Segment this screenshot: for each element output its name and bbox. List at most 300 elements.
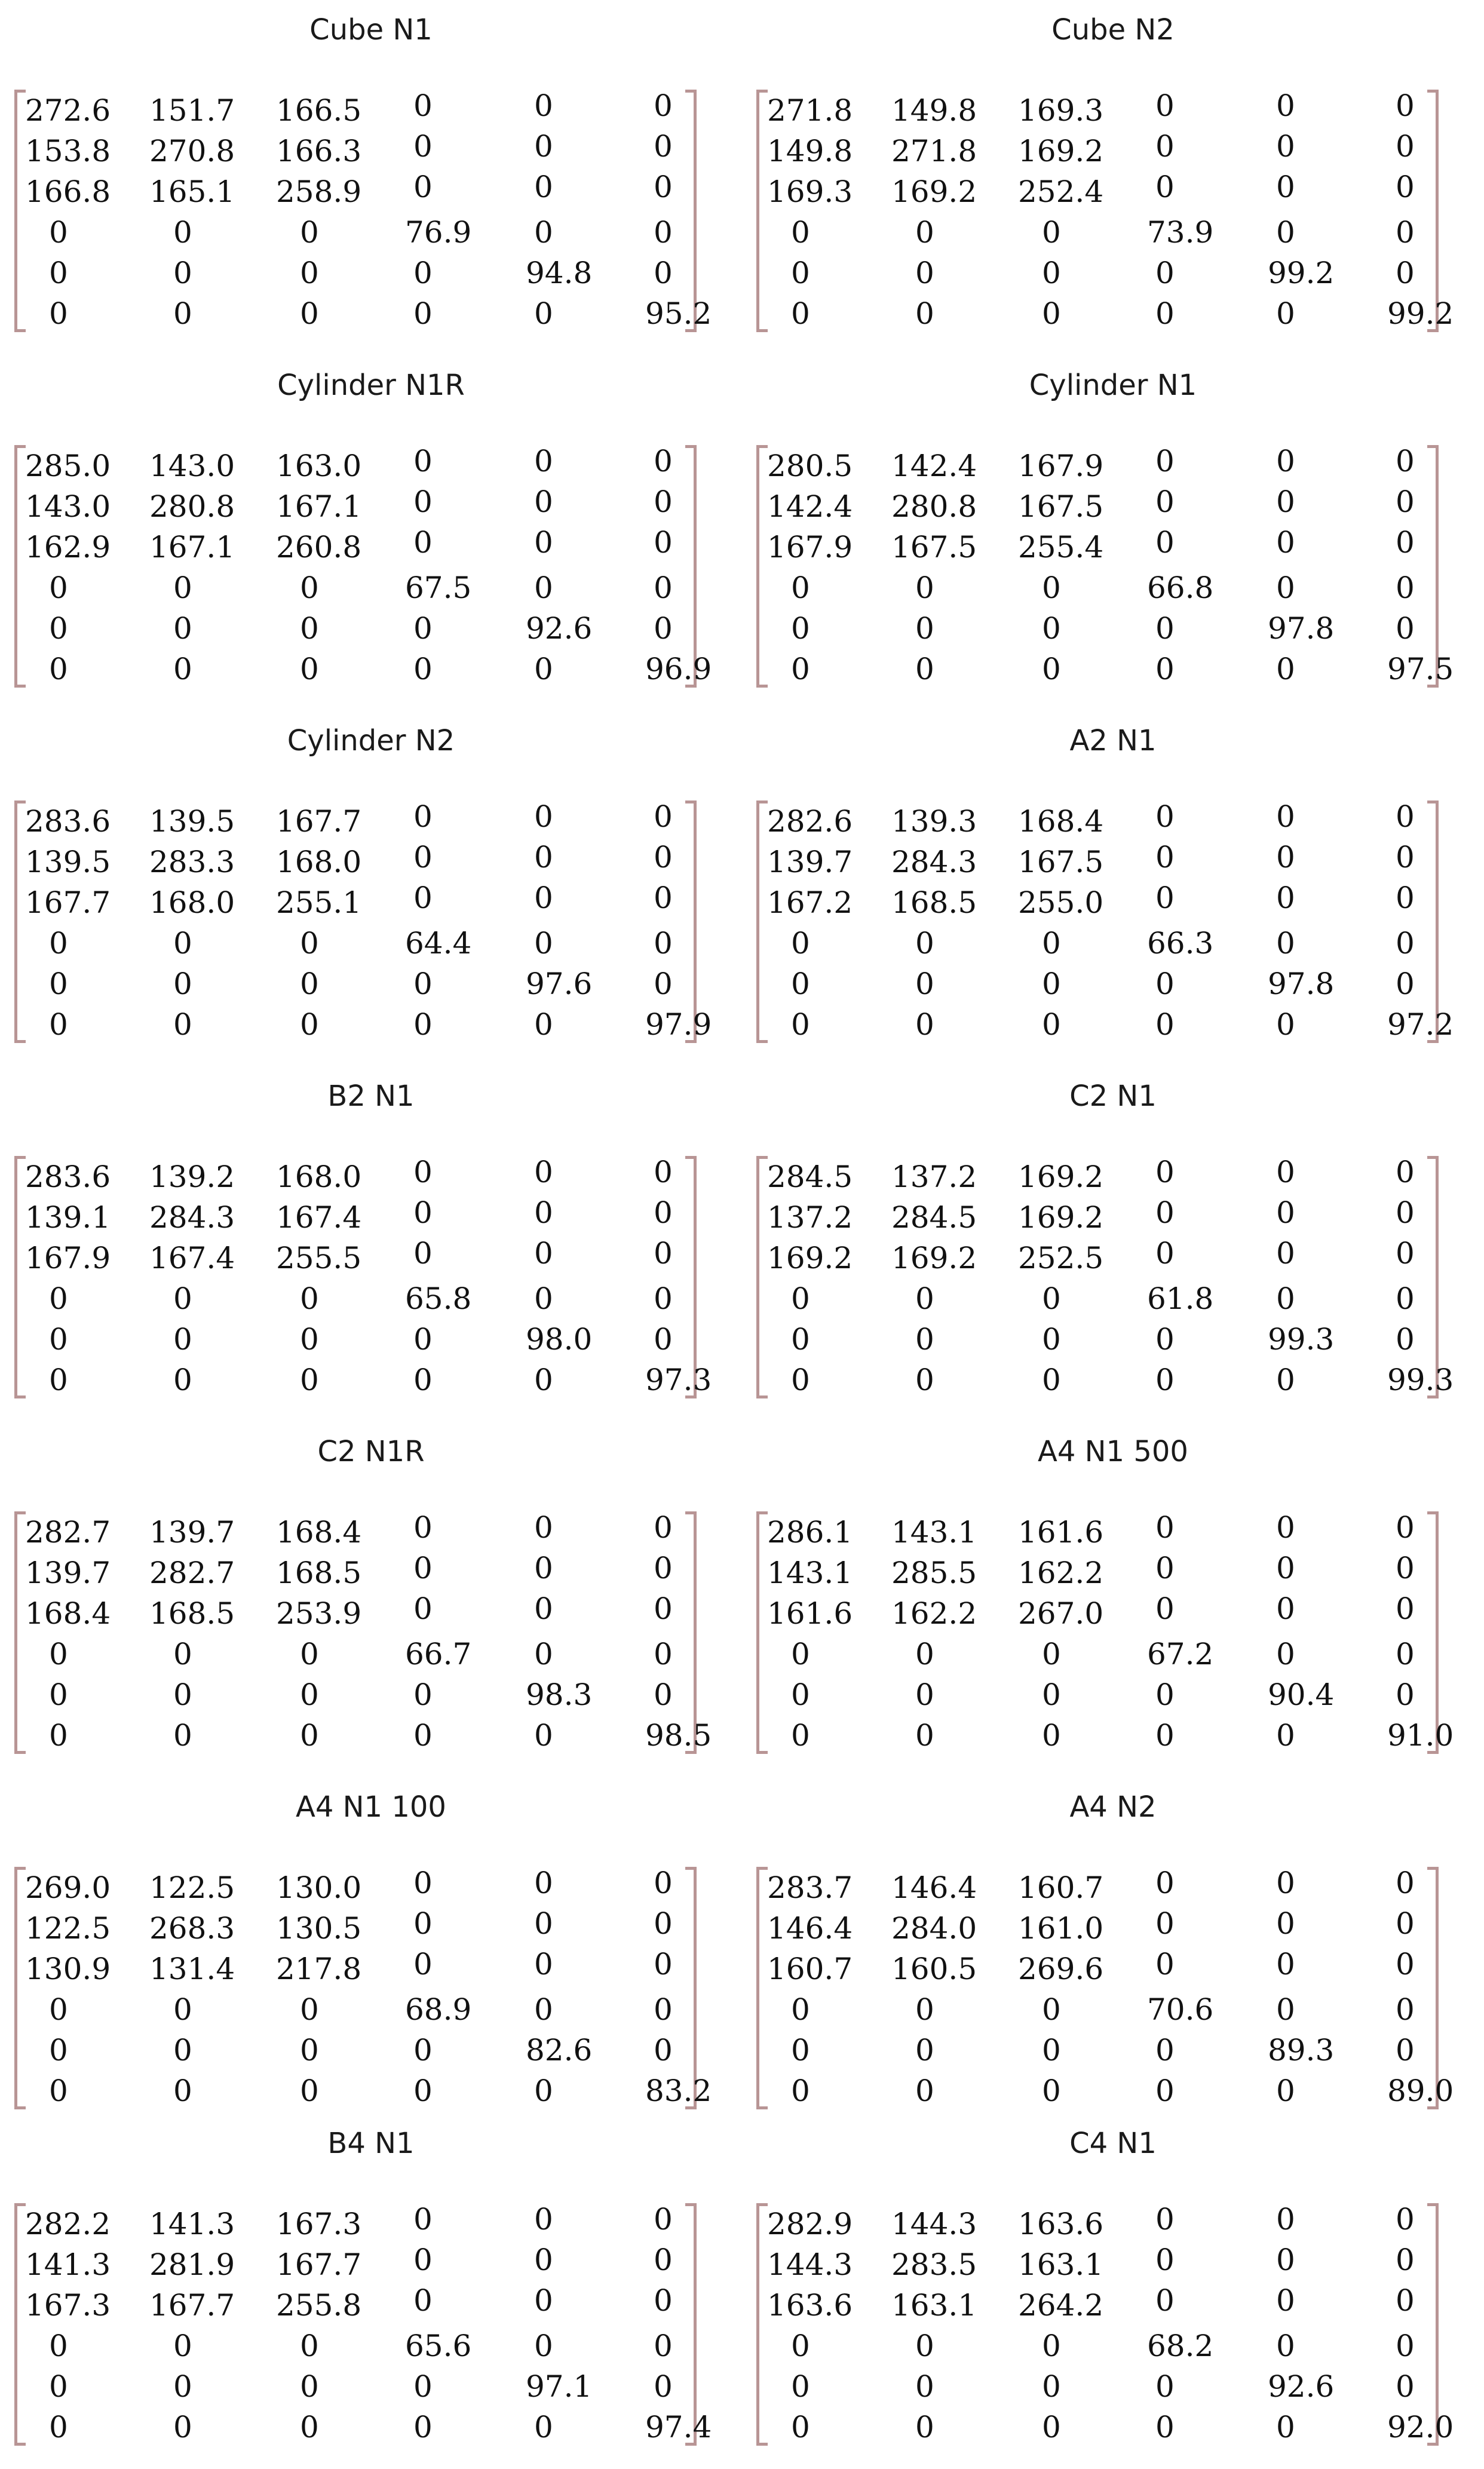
matrix-cell: 281.9: [149, 2247, 235, 2282]
matrix-cell: 0: [654, 1866, 673, 1900]
matrix-cell: 0: [534, 799, 553, 834]
matrix-cell: 130.5: [276, 1911, 362, 1946]
matrix-cell: 0: [654, 1551, 673, 1585]
matrix-cell: 0: [173, 1637, 192, 1671]
matrix-row: [756, 1156, 1433, 1198]
matrix-cell: 0: [654, 1637, 673, 1671]
matrix-cell: 0: [413, 611, 433, 646]
matrix-cell: 0: [1155, 1718, 1175, 1753]
matrix-cell: 0: [534, 525, 553, 560]
matrix-row: [756, 963, 1433, 1005]
matrix-cell: 167.9: [25, 1241, 111, 1275]
matrix-cell: 0: [791, 1281, 810, 1316]
matrix-cell: 0: [1155, 2074, 1175, 2108]
matrix-cell: 0: [49, 2329, 68, 2363]
matrix-row: [14, 1278, 691, 1320]
matrix-cell: 0: [1276, 1591, 1295, 1626]
matrix-cell: 67.2: [1147, 1637, 1214, 1671]
matrix-cell: 0: [534, 1866, 553, 1900]
matrix-cell: 271.8: [891, 134, 977, 168]
matrix-row: [14, 130, 691, 172]
matrix-cell: 82.6: [526, 2033, 593, 2068]
matrix-cell: 0: [1276, 840, 1295, 875]
matrix-cell: 0: [1042, 1992, 1061, 2027]
matrix-cell: 130.0: [276, 1870, 362, 1905]
matrix-cell: 0: [300, 1281, 319, 1316]
matrix-row: [14, 252, 691, 294]
matrix-cell: 280.5: [767, 449, 853, 483]
matrix-cell: 255.5: [276, 1241, 362, 1275]
matrix-cell: 65.8: [405, 1281, 472, 1316]
matrix-cell: 146.4: [767, 1911, 853, 1946]
matrix-cell: 68.9: [405, 1992, 472, 2027]
matrix-cell: 0: [1276, 1236, 1295, 1271]
matrix-row: [756, 171, 1433, 213]
matrix-cell: 255.4: [1018, 530, 1104, 565]
matrix-cell: 0: [1042, 215, 1061, 250]
matrix-cell: 0: [173, 1992, 192, 2027]
matrix-cell: 0: [1155, 2369, 1175, 2404]
matrix-cell: 0: [915, 2033, 934, 2068]
matrix-cell: 0: [791, 256, 810, 290]
matrix-cell: 0: [49, 1007, 68, 1042]
matrix-cell: 0: [915, 296, 934, 331]
matrix-row: [756, 648, 1454, 690]
matrix-cell: 0: [1396, 1947, 1415, 1982]
matrix-cell: 168.0: [276, 1160, 362, 1194]
matrix-cell: 0: [654, 1195, 673, 1230]
matrix-cell: 168.0: [276, 845, 362, 879]
matrix-cell: 139.7: [25, 1556, 111, 1590]
matrix-cell: 92.6: [526, 611, 593, 646]
matrix-row: [14, 1715, 712, 1756]
matrix-block: [742, 711, 1484, 1066]
matrix-cell: 97.3: [645, 1363, 712, 1397]
matrix-cell: 0: [1155, 296, 1175, 331]
matrix-cell: 0: [534, 1363, 553, 1397]
matrix-row: [756, 130, 1433, 172]
matrix-cell: 163.6: [767, 2288, 853, 2323]
matrix-cell: 0: [1396, 2369, 1415, 2404]
matrix-cell: 267.0: [1018, 1596, 1104, 1631]
matrix-cell: 284.0: [891, 1911, 977, 1946]
matrix-cell: 0: [1276, 170, 1295, 204]
matrix-cell: 0: [49, 652, 68, 686]
matrix-cell: 0: [654, 1236, 673, 1271]
matrix-block: [0, 711, 742, 1066]
matrix-cell: 0: [534, 296, 553, 331]
matrix-cell: 144.3: [767, 2247, 853, 2282]
matrix-body: [14, 1510, 712, 1753]
matrix-body: [756, 2202, 1454, 2445]
matrix-cell: 0: [791, 571, 810, 605]
matrix-cell: 0: [915, 215, 934, 250]
matrix-row: [756, 2325, 1433, 2367]
matrix-cell: 0: [534, 1510, 553, 1545]
matrix-cell: 167.5: [891, 530, 977, 565]
matrix-cell: 0: [1276, 88, 1295, 123]
matrix-row: [756, 1359, 1454, 1401]
matrix-cell: 0: [1396, 967, 1415, 1001]
matrix-cell: 0: [915, 611, 934, 646]
matrix-cell: 0: [413, 1906, 433, 1941]
matrix-cell: 0: [1396, 484, 1415, 519]
matrix-cell: 0: [1042, 926, 1061, 961]
matrix-cell: 260.8: [276, 530, 362, 565]
matrix-cell: 169.3: [767, 174, 853, 209]
matrix-cell: 0: [534, 2329, 553, 2363]
matrix-cell: 284.5: [891, 1200, 977, 1235]
matrix-cell: 0: [49, 967, 68, 1001]
matrix-cell: 0: [654, 2033, 673, 2068]
matrix-cell: 0: [791, 2410, 810, 2445]
matrix-cell: 141.3: [25, 2247, 111, 2282]
matrix-row: [14, 1359, 712, 1401]
matrix-cell: 284.5: [767, 1160, 853, 1194]
matrix-cell: 0: [173, 1322, 192, 1357]
matrix-cell: 139.5: [149, 804, 235, 839]
matrix-row: [14, 1948, 691, 1990]
matrix-row: [756, 486, 1433, 527]
matrix-cell: 0: [1396, 1195, 1415, 1230]
matrix-row: [756, 2284, 1433, 2326]
matrix-cell: 0: [413, 2033, 433, 2068]
matrix-row: [756, 1511, 1433, 1553]
matrix-cell: 0: [1276, 1551, 1295, 1585]
matrix-cell: 0: [413, 2410, 433, 2445]
matrix-row: [14, 2284, 691, 2326]
matrix-cell: 149.8: [767, 134, 853, 168]
matrix-cell: 97.5: [1387, 652, 1454, 686]
matrix-cell: 143.0: [149, 449, 235, 483]
matrix-title: A4 N2: [1069, 1790, 1157, 1824]
matrix-row: [756, 90, 1433, 131]
matrix-cell: 0: [1042, 2410, 1061, 2445]
matrix-cell: 0: [413, 881, 433, 915]
matrix-cell: 0: [1276, 1718, 1295, 1753]
matrix-cell: 70.6: [1147, 1992, 1214, 2027]
matrix-cell: 167.5: [1018, 489, 1104, 524]
matrix-cell: 143.0: [25, 489, 111, 524]
matrix-cell: 282.6: [767, 804, 853, 839]
matrix-cell: 160.7: [1018, 1870, 1104, 1905]
matrix-cell: 0: [1396, 1866, 1415, 1900]
matrix-cell: 0: [1155, 1906, 1175, 1941]
matrix-cell: 282.2: [25, 2207, 111, 2241]
matrix-cell: 139.5: [25, 845, 111, 879]
matrix-cell: 122.5: [149, 1870, 235, 1905]
matrix-cell: 0: [791, 2074, 810, 2108]
matrix-cell: 0: [1155, 840, 1175, 875]
matrix-cell: 252.5: [1018, 1241, 1104, 1275]
matrix-cell: 0: [413, 840, 433, 875]
matrix-cell: 0: [173, 296, 192, 331]
matrix-cell: 0: [413, 799, 433, 834]
matrix-cell: 0: [1276, 652, 1295, 686]
matrix-cell: 168.4: [1018, 804, 1104, 839]
matrix-cell: 0: [1155, 1322, 1175, 1357]
matrix-cell: 139.3: [891, 804, 977, 839]
matrix-cell: 167.3: [25, 2288, 111, 2323]
matrix-cell: 99.2: [1387, 296, 1454, 331]
matrix-cell: 161.0: [1018, 1911, 1104, 1946]
matrix-block: [742, 355, 1484, 711]
matrix-cell: 0: [534, 2202, 553, 2237]
matrix-row: [14, 2366, 691, 2407]
matrix-cell: 0: [1155, 1155, 1175, 1189]
matrix-row: [14, 1552, 691, 1594]
matrix-row: [756, 1715, 1454, 1756]
matrix-cell: 97.9: [645, 1007, 712, 1042]
matrix-row: [756, 608, 1433, 649]
matrix-cell: 137.2: [891, 1160, 977, 1194]
matrix-cell: 0: [300, 215, 319, 250]
matrix-cell: 0: [534, 2410, 553, 2445]
matrix-cell: 0: [915, 967, 934, 1001]
matrix-cell: 0: [300, 2329, 319, 2363]
matrix-cell: 0: [654, 967, 673, 1001]
matrix-cell: 0: [1396, 215, 1415, 250]
matrix-cell: 0: [1155, 1866, 1175, 1900]
matrix-cell: 0: [300, 1992, 319, 2027]
matrix-cell: 0: [1155, 967, 1175, 1001]
matrix-row: [756, 526, 1433, 568]
matrix-cell: 0: [49, 571, 68, 605]
matrix-cell: 0: [1155, 2243, 1175, 2277]
matrix-cell: 0: [173, 652, 192, 686]
matrix-block: [742, 1066, 1484, 1422]
matrix-cell: 0: [654, 215, 673, 250]
matrix-cell: 166.8: [25, 174, 111, 209]
matrix-block: [0, 355, 742, 711]
matrix-cell: 0: [300, 2369, 319, 2404]
matrix-cell: 0: [654, 1906, 673, 1941]
matrix-cell: 0: [173, 2410, 192, 2445]
matrix-cell: 0: [1042, 967, 1061, 1001]
matrix-cell: 139.7: [767, 845, 853, 879]
matrix-cell: 64.4: [405, 926, 472, 961]
matrix-cell: 0: [49, 2369, 68, 2404]
matrix-row: [14, 1197, 691, 1238]
matrix-cell: 0: [300, 2410, 319, 2445]
matrix-cell: 168.5: [276, 1556, 362, 1590]
matrix-cell: 0: [1042, 2074, 1061, 2108]
matrix-cell: 92.6: [1268, 2369, 1335, 2404]
matrix-cell: 0: [1276, 525, 1295, 560]
matrix-cell: 0: [49, 2033, 68, 2068]
matrix-row: [756, 2406, 1454, 2448]
matrix-cell: 0: [413, 652, 433, 686]
matrix-row: [14, 2244, 691, 2286]
matrix-row: [14, 211, 691, 253]
matrix-cell: 0: [1396, 881, 1415, 915]
matrix-cell: 0: [1276, 1195, 1295, 1230]
matrix-cell: 0: [654, 1947, 673, 1982]
matrix-cell: 0: [915, 652, 934, 686]
matrix-cell: 0: [791, 1007, 810, 1042]
matrix-cell: 0: [173, 215, 192, 250]
matrix-cell: 167.7: [276, 804, 362, 839]
matrix-block: [742, 1422, 1484, 1777]
matrix-cell: 0: [534, 1155, 553, 1189]
matrix-cell: 0: [534, 926, 553, 961]
matrix-cell: 139.1: [25, 1200, 111, 1235]
matrix-cell: 0: [1042, 1007, 1061, 1042]
matrix-cell: 167.4: [149, 1241, 235, 1275]
matrix-cell: 0: [173, 2074, 192, 2108]
matrix-cell: 0: [413, 484, 433, 519]
matrix-cell: 167.7: [25, 885, 111, 920]
matrix-cell: 0: [1155, 1363, 1175, 1397]
matrix-cell: 0: [1042, 2369, 1061, 2404]
matrix-cell: 167.1: [276, 489, 362, 524]
matrix-cell: 0: [300, 926, 319, 961]
matrix-cell: 0: [915, 1718, 934, 1753]
matrix-cell: 168.5: [891, 885, 977, 920]
matrix-cell: 0: [1396, 799, 1415, 834]
matrix-cell: 285.5: [891, 1556, 977, 1590]
matrix-cell: 0: [1042, 1677, 1061, 1712]
matrix-cell: 0: [1155, 2283, 1175, 2318]
matrix-cell: 0: [1276, 484, 1295, 519]
matrix-row: [756, 841, 1433, 883]
matrix-row: [14, 1318, 691, 1360]
matrix-row: [756, 1004, 1454, 1045]
matrix-cell: 0: [791, 967, 810, 1001]
matrix-cell: 0: [1276, 2410, 1295, 2445]
matrix-row: [14, 526, 691, 568]
matrix-cell: 253.9: [276, 1596, 362, 1631]
matrix-cell: 0: [534, 1906, 553, 1941]
matrix-row: [14, 2203, 691, 2245]
matrix-cell: 0: [915, 256, 934, 290]
matrix-row: [14, 2029, 691, 2071]
matrix-cell: 0: [534, 1992, 553, 2027]
matrix-cell: 0: [791, 1992, 810, 2027]
matrix-cell: 0: [791, 611, 810, 646]
matrix-cell: 162.2: [1018, 1556, 1104, 1590]
matrix-row: [756, 211, 1433, 253]
matrix-row: [756, 1197, 1433, 1238]
matrix-cell: 0: [1042, 571, 1061, 605]
matrix-cell: 137.2: [767, 1200, 853, 1235]
matrix-cell: 285.0: [25, 449, 111, 483]
matrix-cell: 0: [654, 926, 673, 961]
matrix-cell: 284.3: [149, 1200, 235, 1235]
matrix-cell: 89.0: [1387, 2074, 1454, 2108]
matrix-cell: 163.6: [1018, 2207, 1104, 2241]
matrix-cell: 283.6: [25, 804, 111, 839]
matrix-cell: 0: [534, 1591, 553, 1626]
matrix-cell: 217.8: [276, 1952, 362, 1986]
matrix-cell: 0: [413, 1007, 433, 1042]
matrix-cell: 270.8: [149, 134, 235, 168]
matrix-cell: 0: [1042, 1281, 1061, 1316]
matrix-cell: 167.7: [276, 2247, 362, 2282]
matrix-body: [756, 444, 1454, 686]
matrix-cell: 0: [534, 1281, 553, 1316]
matrix-cell: 122.5: [25, 1911, 111, 1946]
matrix-cell: 95.2: [645, 296, 712, 331]
matrix-row: [14, 293, 712, 335]
matrix-row: [756, 1907, 1433, 1949]
matrix-cell: 0: [654, 881, 673, 915]
matrix-body: [14, 2202, 712, 2445]
matrix-cell: 0: [1276, 1510, 1295, 1545]
matrix-cell: 0: [534, 1637, 553, 1671]
matrix-cell: 0: [173, 2329, 192, 2363]
matrix-body: [756, 1510, 1454, 1753]
matrix-cell: 0: [300, 967, 319, 1001]
matrix-cell: 0: [413, 1195, 433, 1230]
matrix-cell: 0: [300, 256, 319, 290]
matrix-body: [756, 88, 1454, 331]
matrix-cell: 0: [300, 2033, 319, 2068]
matrix-cell: 76.9: [405, 215, 472, 250]
matrix-cell: 0: [1396, 1637, 1415, 1671]
matrix-cell: 0: [915, 1677, 934, 1712]
matrix-block: [742, 2114, 1484, 2469]
matrix-cell: 0: [1396, 1992, 1415, 2027]
matrix-cell: 272.6: [25, 93, 111, 128]
matrix-title: Cube N1: [309, 13, 433, 47]
matrix-cell: 0: [1396, 611, 1415, 646]
matrix-cell: 0: [1396, 129, 1415, 164]
matrix-cell: 0: [1276, 1637, 1295, 1671]
matrix-row: [756, 1593, 1433, 1634]
matrix-cell: 149.8: [891, 93, 977, 128]
matrix-cell: 99.3: [1268, 1322, 1335, 1357]
matrix-cell: 0: [1396, 840, 1415, 875]
matrix-cell: 0: [1155, 652, 1175, 686]
matrix-body: [14, 1866, 712, 2108]
matrix-cell: 0: [173, 2033, 192, 2068]
matrix-cell: 0: [791, 1322, 810, 1357]
matrix-cell: 0: [413, 1510, 433, 1545]
matrix-cell: 0: [413, 1551, 433, 1585]
matrix-cell: 0: [915, 2074, 934, 2108]
matrix-row: [756, 445, 1433, 487]
matrix-row: [14, 445, 691, 487]
matrix-cell: 167.3: [276, 2207, 362, 2241]
matrix-cell: 0: [1155, 88, 1175, 123]
matrix-cell: 0: [1396, 1906, 1415, 1941]
matrix-cell: 168.5: [149, 1596, 235, 1631]
matrix-cell: 0: [173, 1718, 192, 1753]
matrix-cell: 65.6: [405, 2329, 472, 2363]
matrix-cell: 0: [413, 1718, 433, 1753]
matrix-cell: 66.7: [405, 1637, 472, 1671]
matrix-title: A4 N1 500: [1038, 1435, 1188, 1468]
matrix-cell: 0: [49, 1637, 68, 1671]
matrix-row: [756, 1867, 1433, 1909]
matrix-cell: 0: [1396, 571, 1415, 605]
matrix-cell: 0: [49, 926, 68, 961]
matrix-cell: 0: [654, 1677, 673, 1712]
matrix-cell: 0: [300, 1677, 319, 1712]
matrix-cell: 163.1: [891, 2288, 977, 2323]
matrix-cell: 0: [413, 2243, 433, 2277]
matrix-cell: 0: [49, 1363, 68, 1397]
matrix-cell: 0: [413, 1155, 433, 1189]
matrix-cell: 97.2: [1387, 1007, 1454, 1042]
matrix-cell: 284.3: [891, 845, 977, 879]
matrix-cell: 0: [1276, 2329, 1295, 2363]
matrix-cell: 0: [413, 1677, 433, 1712]
matrix-cell: 0: [300, 296, 319, 331]
matrix-title: C2 N1: [1069, 1079, 1157, 1113]
matrix-block: [742, 1777, 1484, 2133]
